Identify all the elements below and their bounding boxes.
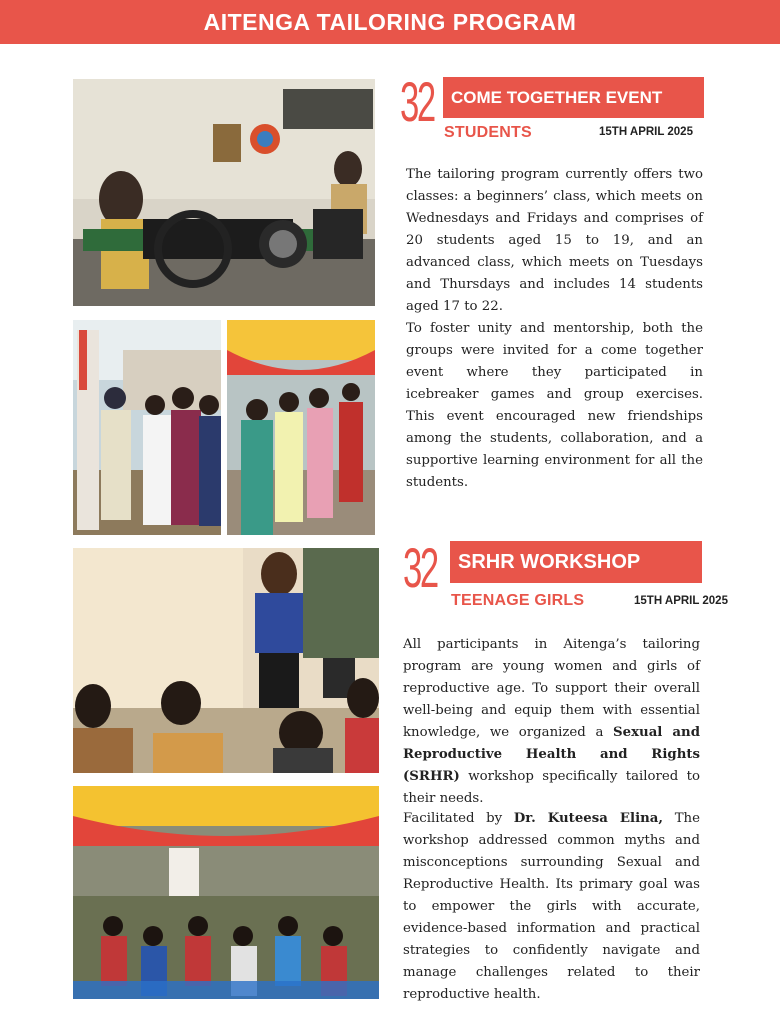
section2-paragraph-2: Facilitated by Dr. Kuteesa Elina, The workshop addressed common myths and misconceptions surrounding Sexual and Reproductive Health. Its primary goal was to empower the girls with accurate, evidence-based information and practical strategies to confidently navigate and manage challenges related to their reproductive health. — [403, 811, 700, 1002]
section1-subtitle: STUDENTS — [444, 124, 532, 141]
section1-number: 32 — [400, 70, 434, 133]
srhr-bold-text: Sexual and Reproductive Health and Rights (SRHR) — [403, 725, 700, 784]
header-banner — [0, 0, 780, 44]
photo-facilitator — [73, 548, 379, 773]
section2-date: 15TH APRIL 2025 — [634, 595, 728, 607]
photo-tent-gathering — [227, 320, 375, 535]
photo-group-outdoor — [73, 320, 221, 535]
section2-title-bar — [450, 541, 702, 583]
photo-sewing-class — [73, 79, 375, 306]
photo-workshop-audience — [73, 786, 379, 999]
section1-date: 15TH APRIL 2025 — [599, 126, 693, 138]
section1-paragraph-2: To foster unity and mentorship, both the groups were invited for a come together event where they participated in icebreaker games and group exercises. This event encouraged new friendships among the students, collaboration, and a supportive learning environment for all the students. — [406, 321, 703, 490]
section2-title: SRHR WORKSHOP — [458, 550, 641, 573]
section1-paragraph-1: The tailoring program currently offers two classes: a beginners’ class, which meets on Wednesdays and Fridays and comprises of 20 students aged 15 to 19, and an advanced class, which meets on Tuesdays and Thursdays and includes 14 students aged 17 to 22. — [406, 167, 703, 314]
page-title: AITENGA TAILORING PROGRAM — [203, 8, 577, 35]
section2-paragraph-1: All participants in Aitenga’s tailoring program are young women and girls of reproductive age. To support their overall well-being and equip them with essential knowledge, we organized a Sexual and Reproductive Health and Rights (SRHR) workshop specifically tailored to their needs. — [403, 637, 700, 806]
facilitator-name: Dr. Kuteesa Elina, — [513, 811, 664, 826]
section2-number: 32 — [403, 536, 437, 599]
section1-title-bar — [443, 77, 704, 118]
section1-title: COME TOGETHER EVENT — [451, 87, 663, 107]
section2-subtitle: TEENAGE GIRLS — [451, 592, 585, 609]
